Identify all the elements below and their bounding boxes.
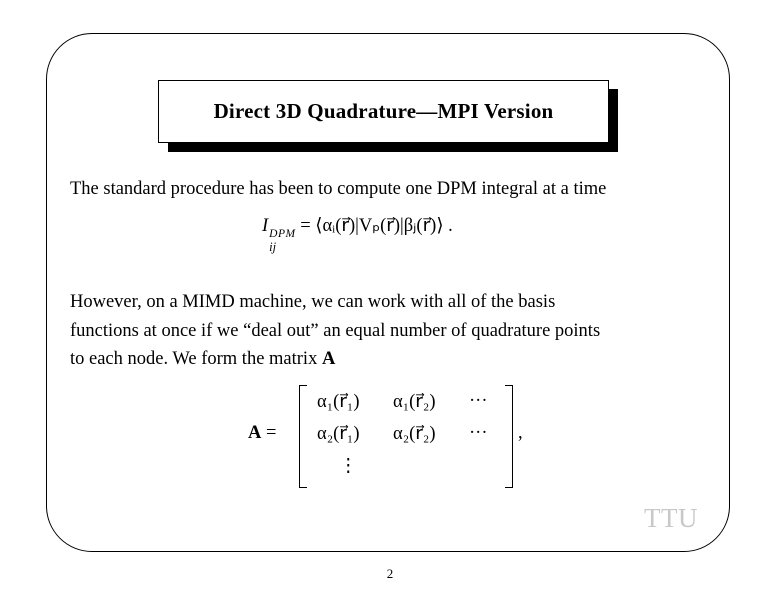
matrix-cell: ··· [469,391,488,411]
integral-equation [262,215,453,254]
matrix-right-bracket [505,385,513,488]
matrix-cell: α₂(r⃗₁) [317,424,360,444]
matrix-equation [248,385,548,489]
matrix-cell: α₁(r⃗₁) [317,392,360,412]
matrix-name: A [321,349,336,369]
equation-lhs-symbol: I [262,216,269,236]
paragraph-2-line-2: functions at once if we “deal out” an equal number of quadrature points [70,320,601,341]
matrix-cell: ··· [469,423,488,443]
matrix-cell: α₁(r⃗₂) [393,392,436,412]
matrix-lhs: A = [248,423,277,443]
slide-title [158,80,609,143]
matrix-vdots: ⋮ [339,456,358,476]
paragraph-2 [70,288,600,374]
equation-lhs-subscript: ij [269,240,277,254]
ttu-logo: TTU [644,503,698,533]
slide-title-text: Direct 3D Quadrature—MPI Version [213,99,554,123]
matrix-cell: α₂(r⃗₂) [393,424,436,444]
paragraph-2-line-1: However, on a MIMD machine, we can work with all of the basis [70,292,556,312]
matrix-trailing-comma: , [518,423,523,443]
paragraph-2-line-3 [70,345,600,374]
matrix-left-bracket [299,385,307,488]
equation-lhs-superscript: DPM [269,228,296,240]
paragraph-2-line-3-text: to each node. We form the matrix [70,349,322,369]
equation-rhs: = ⟨αᵢ(r⃗)|Vₚ(r⃗)|βⱼ(r⃗)⟩ . [300,216,453,236]
paragraph-1: The standard procedure has been to compute one DPM integral at a time [70,179,607,199]
page-number: 2 [386,566,394,581]
equation-lhs-indices [269,228,295,254]
matrix-lhs-name: A [248,423,262,443]
